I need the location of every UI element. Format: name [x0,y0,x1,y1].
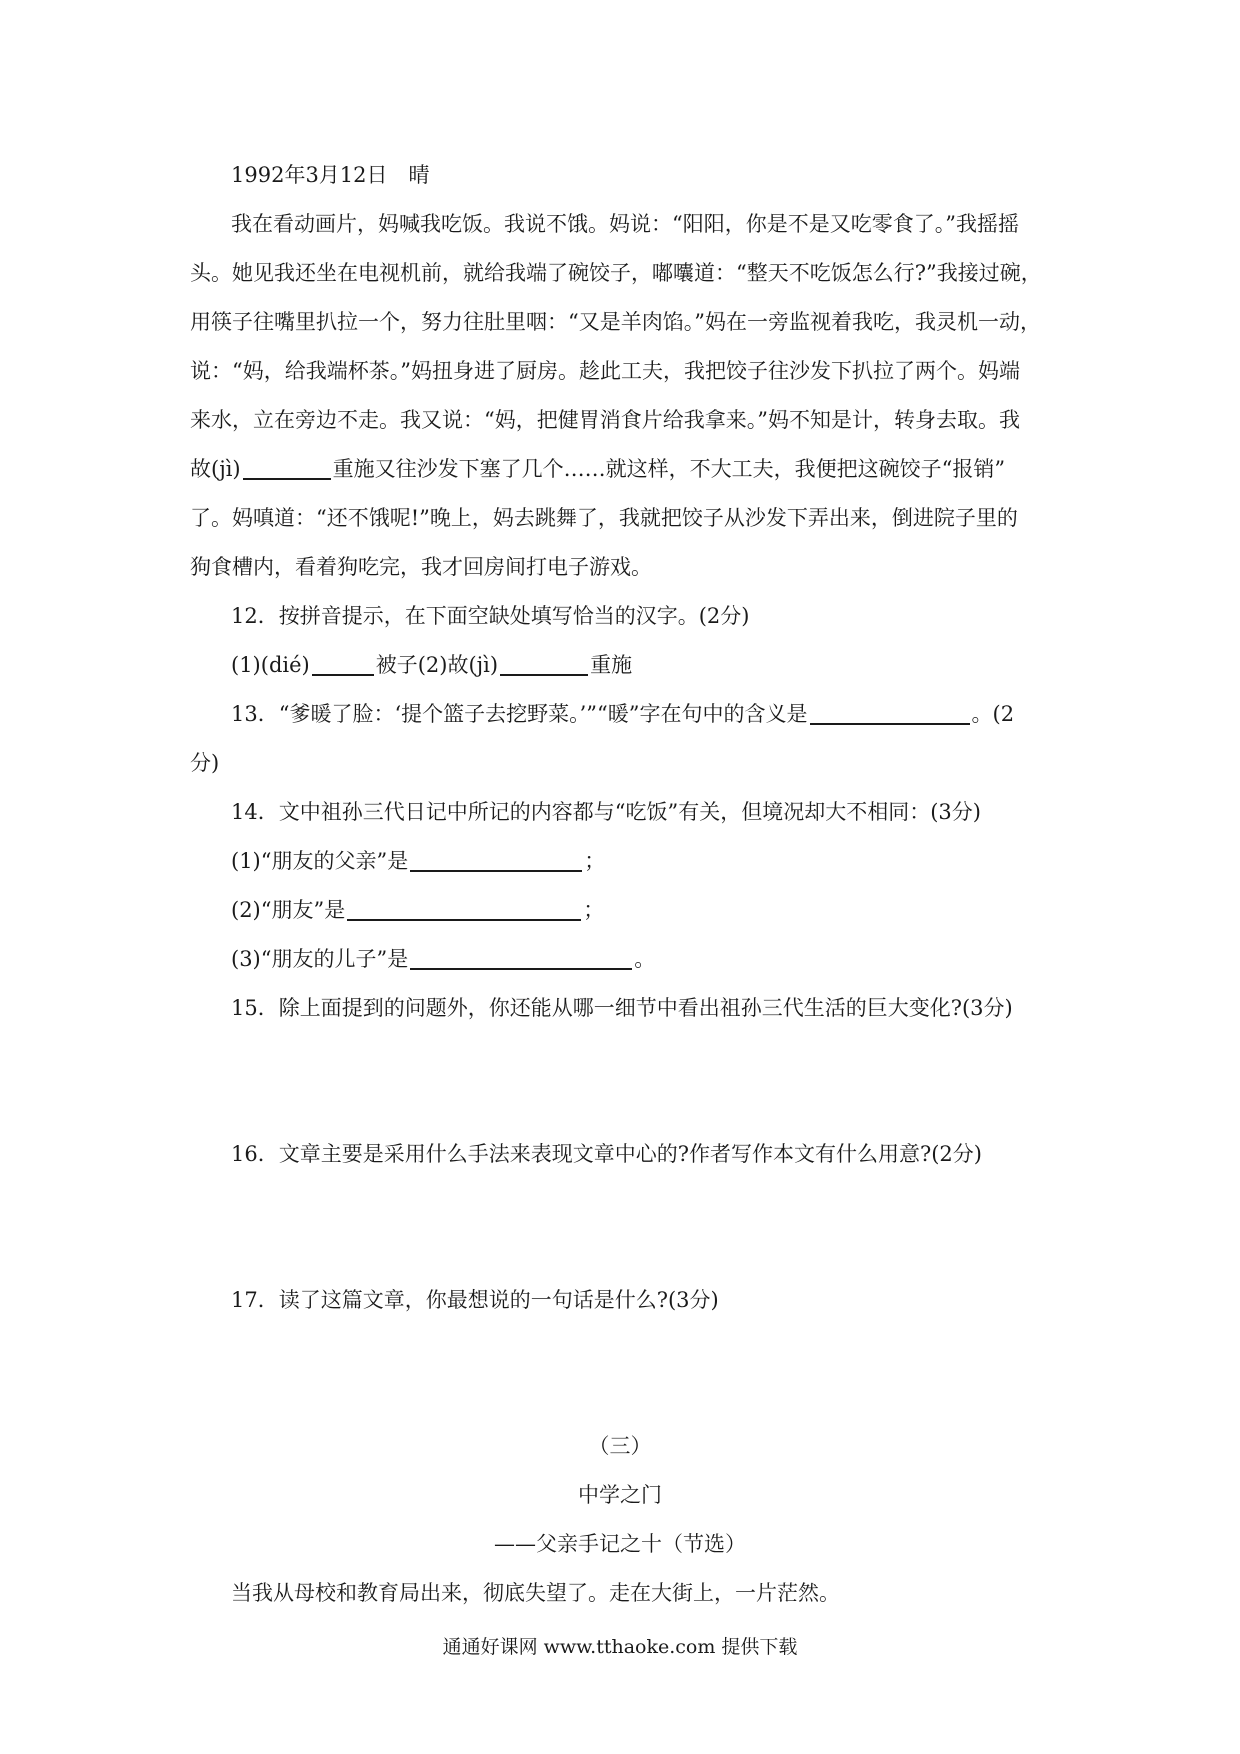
diary-line-6 [190,454,1060,484]
q12-part-2: 被子(2)故(jì) [375,653,499,677]
q12-blank-ji[interactable] [500,652,588,676]
diary-line-4: 说：“妈，给我端杯茶。”妈扭身进了厨房。趁此工夫，我把饺子往沙发下扒拉了两个。妈端 [190,359,1020,383]
question-12: 12．按拼音提示，在下面空缺处填写恰当的汉字。(2分) [231,604,750,628]
q14-1-text: (1)“朋友的父亲”是 [231,849,409,873]
q14-3-text: (3)“朋友的儿子”是 [231,947,409,971]
diary-line-7: 了。妈嗔道：“还不饿呢!”晚上，妈去跳舞了，我就把饺子从沙发下弄出来，倒进院子里的 [190,506,1018,530]
section-first-line: 当我从母校和教育局出来，彻底失望了。走在大街上，一片茫然。 [231,1581,840,1605]
q13-blank[interactable] [810,701,970,725]
q12-blank-die[interactable] [312,652,374,676]
question-13-cont: 分) [190,751,220,775]
q12-part-1: (1)(dié) [231,653,310,677]
q13-score: 。(2 [971,702,1015,726]
diary-line-3: 用筷子往嘴里扒拉一个，努力往肚里咽：“又是羊肉馅。”妈在一旁监视着我吃，我灵机一动， [190,310,1041,334]
question-13 [231,699,1061,729]
q14-1-blank[interactable] [410,848,582,872]
section-title: 中学之门 [578,1483,662,1507]
diary-line-5: 来水，立在旁边不走。我又说：“妈，把健胃消食片给我拿来。”妈不知是计，转身去取。我 [190,408,1020,432]
diary-line-1: 我在看动画片，妈喊我吃饭。我说不饿。妈说：“阳阳，你是不是又吃零食了。”我摇摇 [231,212,1019,236]
q14-2-end: ； [583,898,605,922]
q14-3-end: 。 [634,947,656,971]
question-14-1 [231,846,1061,876]
diary-line-6-end: 重施又往沙发下塞了几个……就这样，不大工夫，我便把这碗饺子“报销” [332,457,1006,481]
footer-credit: 通通好课网 www.tthaoke.com 提供下载 [442,1636,798,1658]
diary-line-6-start: 故(jì) [190,457,241,481]
section-number: （三） [588,1434,652,1458]
diary-blank-ji[interactable] [243,456,331,480]
q13-text: 13．“爹暖了脸：‘提个篮子去挖野菜。’”“暖”字在句中的含义是 [231,702,808,726]
section-subtitle: ——父亲手记之十（节选） [494,1532,746,1556]
q14-1-end: ； [584,849,606,873]
question-14: 14．文中祖孙三代日记中所记的内容都与“吃饭”有关，但境况却大不相同：(3分) [231,800,981,824]
q14-3-blank[interactable] [410,946,632,970]
question-12-blanks [231,650,1061,680]
q12-part-3: 重施 [590,653,633,677]
diary-line-2: 头。她见我还坐在电视机前，就给我端了碗饺子，嘟囔道：“整天不吃饭怎么行?”我接过碗， [190,261,1042,285]
question-15: 15．除上面提到的问题外，你还能从哪一细节中看出祖孙三代生活的巨大变化?(3分) [231,996,1013,1020]
q14-2-blank[interactable] [347,897,581,921]
question-14-3 [231,944,1061,974]
question-14-2 [231,895,1061,925]
question-16: 16．文章主要是采用什么手法来表现文章中心的?作者写作本文有什么用意?(2分) [231,1142,982,1166]
diary-line-8: 狗食槽内，看着狗吃完，我才回房间打电子游戏。 [190,555,652,579]
q14-2-text: (2)“朋友”是 [231,898,346,922]
question-17: 17．读了这篇文章，你最想说的一句话是什么?(3分) [231,1288,719,1312]
diary-date: 1992年3月12日 晴 [231,163,430,187]
